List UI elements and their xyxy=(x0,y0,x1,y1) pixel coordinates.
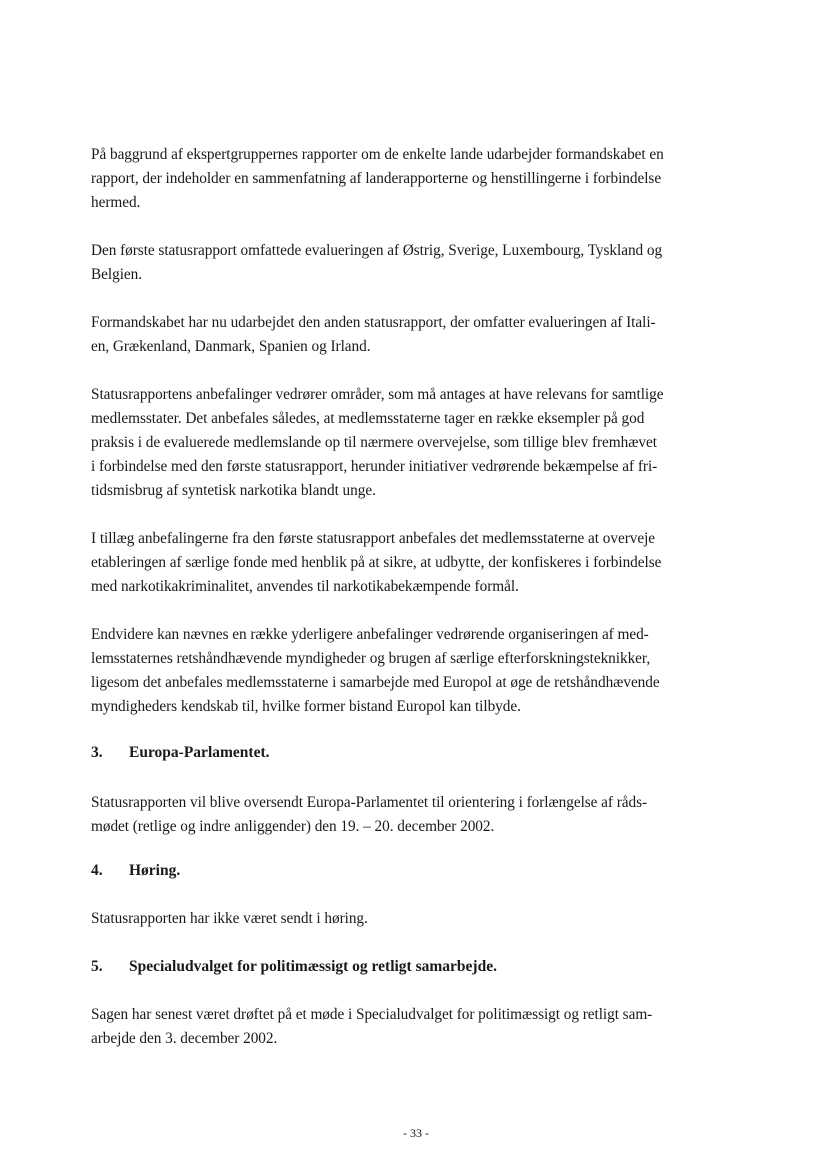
text-line: Belgien. xyxy=(91,266,143,283)
text-line: praksis i de evaluerede medlemslande op til nærmere overvejelse, som tillige blev fremhævet xyxy=(91,434,657,451)
section-title: Høring. xyxy=(129,862,181,879)
section-heading-horing xyxy=(91,859,741,883)
text-line: i forbindelse med den første statusrapport, herunder initiativer vedrørende bekæmpelse af fri- xyxy=(91,458,658,475)
section-heading-europa-parlamentet xyxy=(91,741,741,765)
text-line: Statusrapporten har ikke været sendt i høring. xyxy=(91,910,368,927)
text-line: Statusrapportens anbefalinger vedrører områder, som må antages at have relevans for samtlige xyxy=(91,386,664,403)
paragraph-europa-parlamentet xyxy=(91,791,741,839)
text-line: arbejde den 3. december 2002. xyxy=(91,1030,278,1047)
text-line: Endvidere kan nævnes en række yderligere anbefalinger vedrørende organiseringen af med- xyxy=(91,626,649,643)
page-number: - 33 - xyxy=(403,1126,429,1140)
paragraph-special-funds xyxy=(91,527,741,599)
section-number: 4. xyxy=(91,862,103,879)
paragraph-horing xyxy=(91,907,741,931)
paragraph-recommendations xyxy=(91,383,741,503)
text-line: Sagen har senest været drøftet på et møde i Specialudvalget for politimæssigt og retligt sam- xyxy=(91,1006,653,1023)
section-title: Specialudvalget for politimæssigt og retligt samarbejde. xyxy=(129,958,497,975)
section-number: 5. xyxy=(91,958,103,975)
text-line: etableringen af særlige fonde med henblik på at sikre, at udbytte, der konfiskeres i forbindelse xyxy=(91,554,662,571)
paragraph-first-status-report xyxy=(91,239,741,287)
paragraph-formandskabet-rapport xyxy=(91,143,741,215)
text-line: I tillæg anbefalingerne fra den første statusrapport anbefales det medlemsstaterne at overveje xyxy=(91,530,656,547)
document-page xyxy=(91,0,741,1168)
text-line: Statusrapporten vil blive oversendt Europa-Parlamentet til orientering i forlængelse af råds- xyxy=(91,794,648,811)
text-line: På baggrund af ekspertgruppernes rapporter om de enkelte lande udarbejder formandskabet en xyxy=(91,146,664,163)
text-line: ligesom det anbefales medlemsstaterne i samarbejde med Europol at øge de retshåndhævende xyxy=(91,674,660,691)
section-title: Europa-Parlamentet. xyxy=(129,744,270,761)
paragraph-further-recommendations xyxy=(91,623,741,719)
text-line: myndigheders kendskab til, hvilke former bistand Europol kan tilbyde. xyxy=(91,698,521,715)
text-line: tidsmisbrug af syntetisk narkotika blandt unge. xyxy=(91,482,376,499)
paragraph-specialudvalget xyxy=(91,1003,741,1051)
text-line: Formandskabet har nu udarbejdet den anden statusrapport, der omfatter evalueringen af Itali- xyxy=(91,314,656,331)
text-line: Den første statusrapport omfattede evalueringen af Østrig, Sverige, Luxembourg, Tyskland og xyxy=(91,242,663,259)
text-line: med narkotikakriminalitet, anvendes til narkotikabekæmpende formål. xyxy=(91,578,519,595)
paragraph-second-status-report xyxy=(91,311,741,359)
text-line: medlemsstater. Det anbefales således, at medlemsstaterne tager en række eksempler på god xyxy=(91,410,645,427)
text-line: en, Grækenland, Danmark, Spanien og Irland. xyxy=(91,338,371,355)
text-line: mødet (retlige og indre anliggender) den 19. – 20. december 2002. xyxy=(91,818,495,835)
text-line: hermed. xyxy=(91,194,141,211)
text-line: lemsstaternes retshåndhævende myndigheder og brugen af særlige efterforskningsteknikker, xyxy=(91,650,651,667)
section-heading-specialudvalget xyxy=(91,955,741,979)
text-line: rapport, der indeholder en sammenfatning af landerapporterne og henstillingerne i forbindelse xyxy=(91,170,662,187)
section-number: 3. xyxy=(91,744,103,761)
